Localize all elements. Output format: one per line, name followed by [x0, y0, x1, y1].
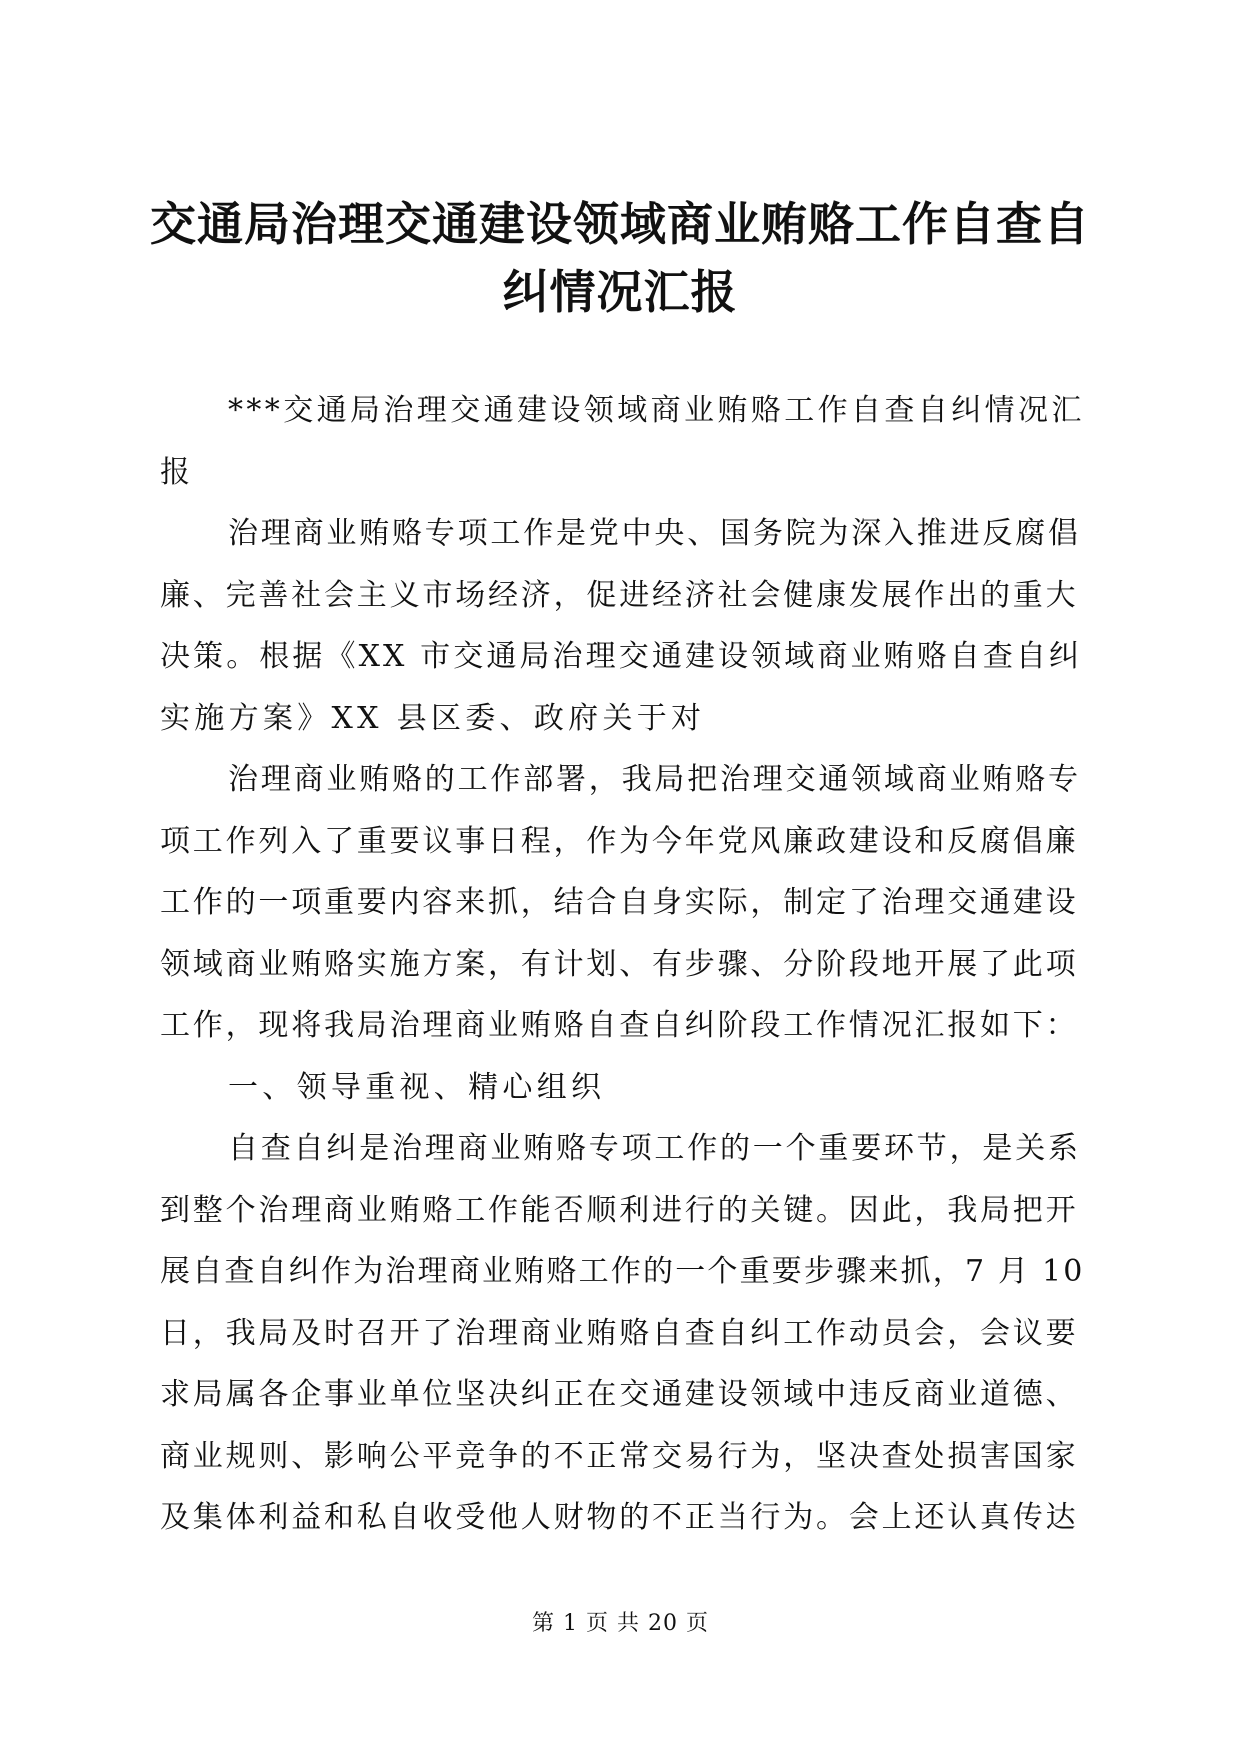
paragraph-line: 项工作列入了重要议事日程，作为今年党风廉政建设和反腐倡廉: [160, 823, 1079, 859]
paragraph-line: 到整个治理商业贿赂工作能否顺利进行的关键。因此，我局把开: [160, 1192, 1079, 1228]
paragraph-line: 及集体利益和私自收受他人财物的不正当行为。会上还认真传达: [160, 1500, 1079, 1535]
document-body: [160, 380, 1086, 1549]
paragraph-line: 治理商业贿赂的工作部署，我局把治理交通领域商业贿赂专: [228, 762, 1081, 797]
section-heading: 一、领导重视、精心组织: [228, 1069, 606, 1105]
paragraph-line: 领域商业贿赂实施方案，有计划、有步骤、分阶段地开展了此项: [160, 946, 1079, 982]
paragraph-line: 自查自纠是治理商业贿赂专项工作的一个重要环节，是关系: [228, 1131, 1081, 1166]
paragraph-line: 廉、完善社会主义市场经济，促进经济社会健康发展作出的重大: [160, 577, 1079, 613]
paragraph-line: 工作的一项重要内容来抓，结合自身实际，制定了治理交通建设: [160, 885, 1079, 920]
title-line-2: 纠情况汇报: [502, 265, 738, 319]
paragraph-line: ***交通局治理交通建设领域商业贿赂工作自查自纠情况汇: [228, 393, 1085, 428]
title-line-1: 交通局治理交通建设领域商业贿赂工作自查自: [150, 197, 1090, 251]
paragraph-line: 报: [160, 454, 195, 490]
paragraph-line: 日，我局及时召开了治理商业贿赂自查自纠工作动员会，会议要: [160, 1315, 1079, 1351]
paragraph-line: 决策。根据《XX 市交通局治理交通建设领域商业贿赂自查自纠: [160, 639, 1083, 674]
paragraph-line: 工作，现将我局治理商业贿赂自查自纠阶段工作情况汇报如下：: [160, 1008, 1079, 1043]
paragraph-line: 实施方案》XX 县区委、政府关于对: [160, 700, 706, 736]
paragraph-line: 展自查自纠作为治理商业贿赂工作的一个重要步骤来抓，7 月 10: [160, 1254, 1085, 1289]
paragraph-line: 治理商业贿赂专项工作是党中央、国务院为深入推进反腐倡: [228, 516, 1081, 551]
page-footer: 第 1 页 共 20 页: [532, 1611, 709, 1636]
paragraph-line: 商业规则、影响公平竞争的不正常交易行为，坚决查处损害国家: [160, 1438, 1079, 1474]
document-title: [150, 190, 1090, 326]
paragraph-line: 求局属各企事业单位坚决纠正在交通建设领域中违反商业道德、: [160, 1377, 1079, 1412]
